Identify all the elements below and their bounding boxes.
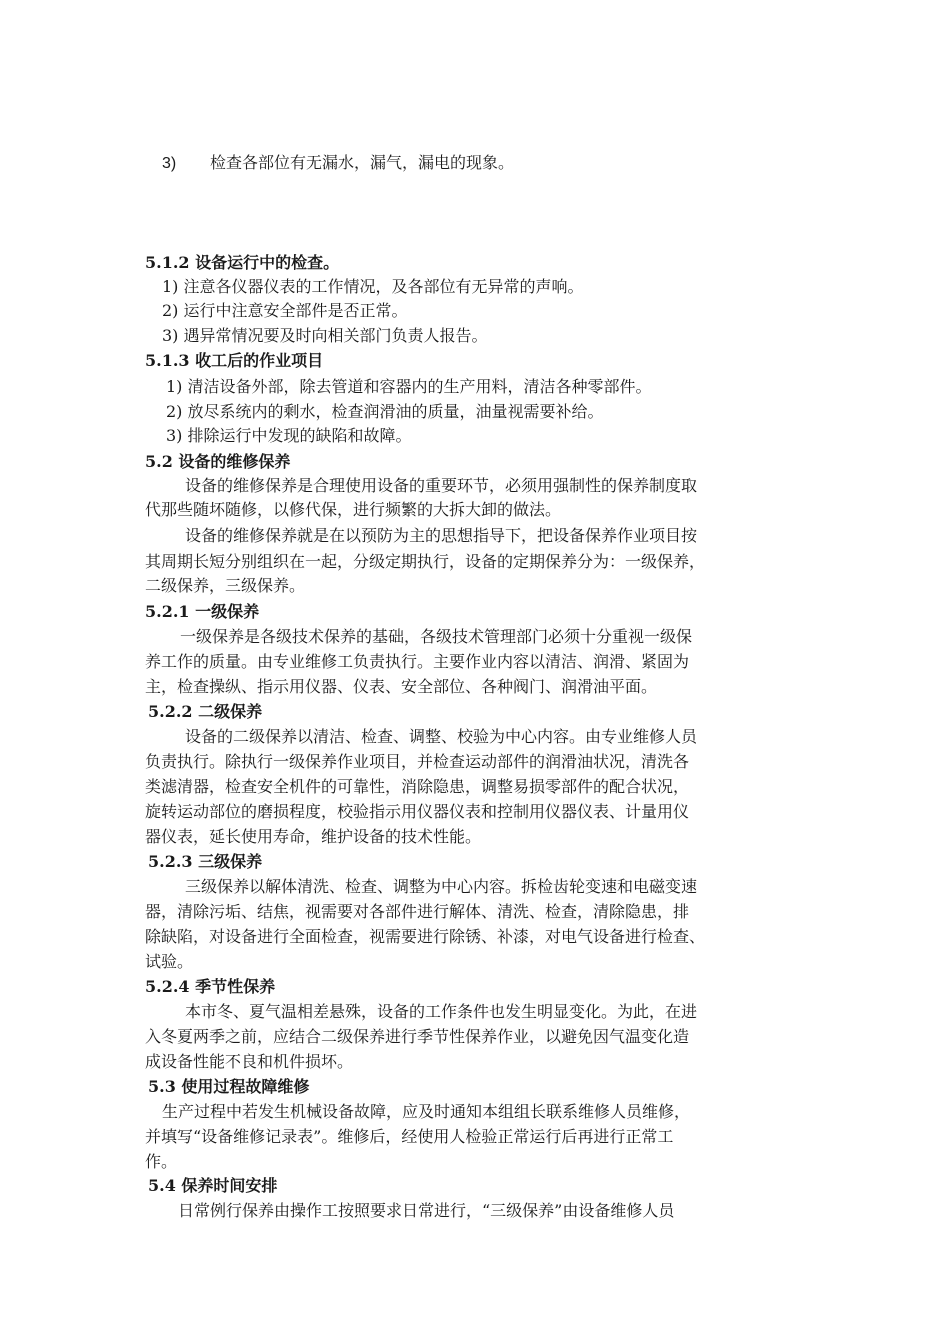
paragraph-line: 并填写“设备维修记录表”。维修后，经使用人检验正常运行后再进行正常工 — [145, 1127, 674, 1146]
paragraph-line: 其周期长短分别组织在一起，分级定期执行，设备的定期保养分为：一级保养， — [145, 552, 706, 571]
list-number: 3) — [162, 155, 177, 172]
paragraph-line: 入冬夏两季之前，应结合二级保养进行季节性保养作业，以避免因气温变化造 — [145, 1027, 690, 1046]
section-heading: 5.2.1 一级保养 — [145, 602, 260, 621]
paragraph-line: 生产过程中若发生机械设备故障，应及时通知本组组长联系维修人员维修， — [162, 1102, 691, 1121]
list-item: 2) 运行中注意安全部件是否正常。 — [162, 301, 408, 320]
paragraph-line: 代那些随坏随修，以修代保，进行频繁的大拆大卸的做法。 — [145, 500, 562, 519]
paragraph-line: 主，检查操纵、指示用仪器、仪表、安全部位、各种阀门、润滑油平面。 — [145, 677, 658, 696]
paragraph-line: 除缺陷，对设备进行全面检查，视需要进行除锈、补漆，对电气设备进行检查、 — [145, 927, 706, 946]
paragraph-line: 三级保养以解体清洗、检查、调整为中心内容。拆检齿轮变速和电磁变速 — [185, 877, 698, 896]
list-item: 3) 排除运行中发现的缺陷和故障。 — [166, 426, 412, 445]
list-item — [162, 152, 515, 175]
list-text: 检查各部位有无漏水，漏气，漏电的现象。 — [210, 153, 515, 172]
section-heading: 5.2.4 季节性保养 — [145, 977, 276, 996]
paragraph-line: 本市冬、夏气温相差悬殊，设备的工作条件也发生明显变化。为此，在进 — [185, 1002, 698, 1021]
paragraph-line: 负责执行。除执行一级保养作业项目，并检查运动部件的润滑油状况，清洗各 — [145, 752, 690, 771]
paragraph-line: 日常例行保养由操作工按照要求日常进行，“三级保养”由设备维修人员 — [178, 1201, 675, 1220]
list-item: 3) 遇异常情况要及时向相关部门负责人报告。 — [162, 326, 488, 345]
list-item: 1) 注意各仪器仪表的工作情况，及各部位有无异常的声响。 — [162, 277, 584, 296]
section-heading: 5.3 使用过程故障维修 — [148, 1077, 310, 1096]
list-item: 1) 清洁设备外部，除去管道和容器内的生产用料，清洁各种零部件。 — [166, 377, 652, 396]
paragraph-line: 器仪表，延长使用寿命，维护设备的技术性能。 — [145, 827, 482, 846]
paragraph-line: 旋转运动部位的磨损程度，校验指示用仪器仪表和控制用仪器仪表、计量用仪 — [145, 802, 690, 821]
paragraph-line: 设备的二级保养以清洁、检查、调整、校验为中心内容。由专业维修人员 — [185, 727, 698, 746]
section-heading: 5.2 设备的维修保养 — [145, 452, 291, 471]
paragraph-line: 试验。 — [145, 952, 194, 971]
paragraph-line: 器，清除污垢、结焦，视需要对各部件进行解体、清洗、检查，清除隐患，排 — [145, 902, 690, 921]
paragraph-line: 一级保养是各级技术保养的基础，各级技术管理部门必须十分重视一级保 — [180, 627, 693, 646]
paragraph-line: 设备的维修保养是合理使用设备的重要环节，必须用强制性的保养制度取 — [185, 476, 698, 495]
section-heading: 5.4 保养时间安排 — [148, 1176, 278, 1195]
list-item: 2) 放尽系统内的剩水，检查润滑油的质量，油量视需要补给。 — [166, 402, 604, 421]
section-heading: 5.1.3 收工后的作业项目 — [145, 351, 324, 370]
section-heading: 5.2.3 三级保养 — [148, 852, 263, 871]
paragraph-line: 二级保养，三级保养。 — [145, 576, 306, 595]
paragraph-line: 设备的维修保养就是在以预防为主的思想指导下，把设备保养作业项目按 — [185, 526, 698, 545]
section-heading: 5.1.2 设备运行中的检查。 — [145, 253, 340, 272]
paragraph-line: 作。 — [145, 1152, 178, 1171]
paragraph-line: 成设备性能不良和机件损坏。 — [145, 1052, 354, 1071]
section-heading: 5.2.2 二级保养 — [148, 702, 263, 721]
paragraph-line: 类滤清器，检查安全机件的可靠性，消除隐患，调整易损零部件的配合状况， — [145, 777, 690, 796]
paragraph-line: 养工作的质量。由专业维修工负责执行。主要作业内容以清洁、润滑、紧固为 — [145, 652, 690, 671]
